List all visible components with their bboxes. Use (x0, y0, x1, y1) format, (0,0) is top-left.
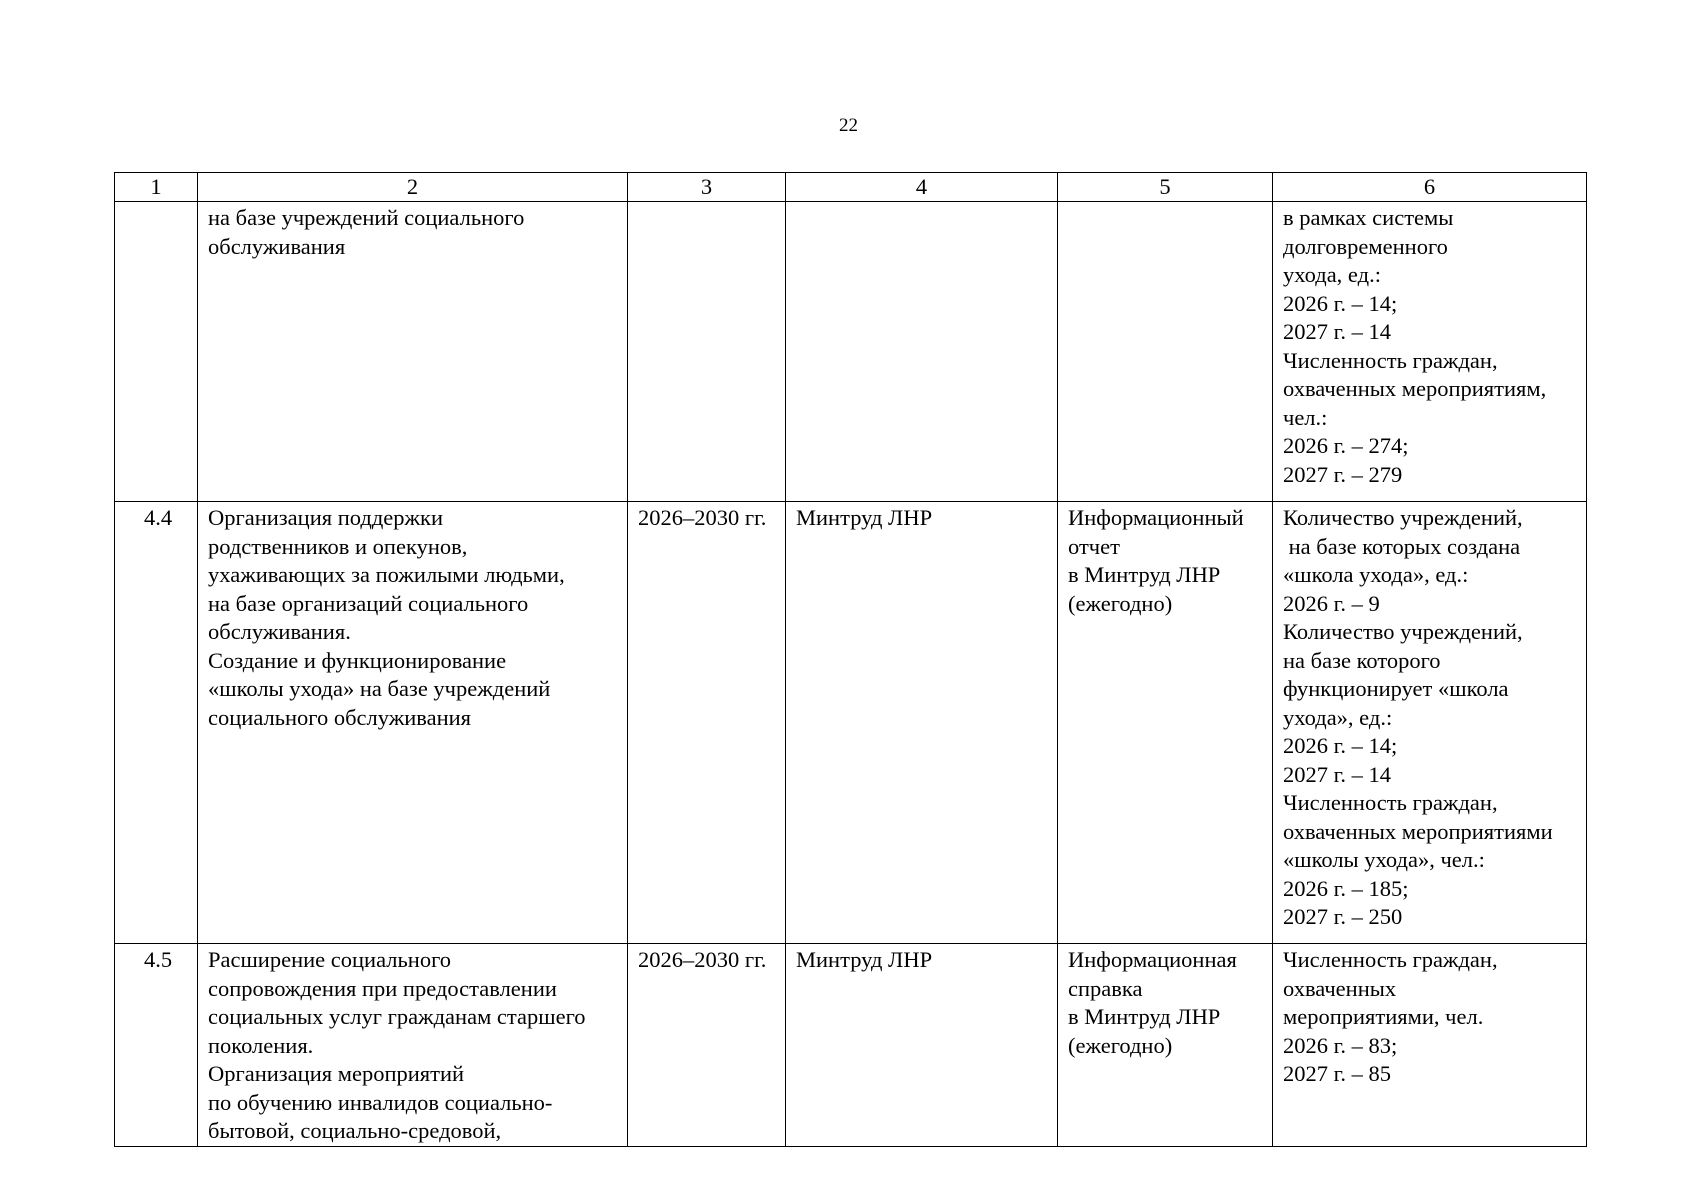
report-cell (1058, 502, 1273, 944)
indicator-line: 2027 г. – 85 (1283, 1061, 1391, 1086)
activity-cell (198, 202, 628, 502)
header-row (115, 173, 1587, 202)
activity-line: Организация мероприятий (208, 1061, 465, 1086)
row-number (115, 202, 198, 502)
table-row (115, 502, 1587, 944)
indicator-line: 2026 г. – 14; (1283, 733, 1398, 758)
activity-cell (198, 502, 628, 944)
indicator-line: Численность граждан, (1283, 347, 1498, 373)
activity-line: сопровождения при предоставлении (208, 975, 557, 1001)
indicator-line: 2027 г. – 14 (1283, 319, 1391, 344)
indicator-line: 2026 г. – 185; (1283, 875, 1409, 901)
indicator-line: на базе которого (1283, 647, 1441, 673)
header-col-3: 3 (628, 173, 786, 202)
indicator-line: долговременного (1283, 233, 1448, 259)
header-col-5: 5 (1058, 173, 1273, 202)
header-col-2: 2 (198, 173, 628, 202)
indicator-line: 2026 г. – 83; (1283, 1032, 1398, 1058)
activity-line: обслуживания (208, 233, 346, 259)
report-cell (1058, 202, 1273, 502)
activity-line: поколения. (208, 1032, 314, 1058)
indicator-line: чел.: (1283, 404, 1328, 430)
indicator-line: в рамках системы (1283, 205, 1454, 230)
row-number: 4.5 (115, 944, 198, 1147)
activity-line: обслуживания. (208, 619, 351, 644)
indicator-line: функционирует «школа (1283, 676, 1509, 701)
header-col-4: 4 (786, 173, 1058, 202)
executor-cell: Минтруд ЛНР (786, 502, 1058, 944)
indicator-line: охваченных мероприятиями (1283, 818, 1553, 844)
indicator-line: Численность граждан, (1283, 790, 1498, 815)
indicator-line: мероприятиями, чел. (1283, 1004, 1484, 1029)
activity-line: на базе организаций социального (208, 590, 529, 616)
activity-line: Организация поддержки (208, 505, 444, 530)
indicator-line: на базе которых создана (1283, 533, 1521, 559)
activity-line: «школы ухода» на базе учреждений (208, 676, 551, 701)
indicator-line: охваченных (1283, 975, 1397, 1001)
period-cell: 2026–2030 гг. (628, 502, 786, 944)
report-line: отчет (1068, 533, 1120, 559)
period-cell: 2026–2030 гг. (628, 944, 786, 1147)
table-row (115, 202, 1587, 502)
activity-line: родственников и опекунов, (208, 533, 468, 559)
activity-line: по обучению инвалидов социально- (208, 1089, 553, 1115)
activity-line: на базе учреждений социального (208, 205, 525, 230)
report-line: в Минтруд ЛНР (1068, 1004, 1221, 1029)
report-line: Информационный (1068, 505, 1244, 530)
activity-line: ухаживающих за пожилыми людьми, (208, 562, 565, 587)
indicator-line: «школы ухода», чел.: (1283, 847, 1485, 872)
report-line: справка (1068, 975, 1143, 1001)
indicator-line: ухода», ед.: (1283, 704, 1393, 730)
activity-line: социальных услуг гражданам старшего (208, 1004, 586, 1029)
indicators-cell (1273, 502, 1587, 944)
indicator-line: 2027 г. – 14 (1283, 761, 1391, 787)
report-line: (ежегодно) (1068, 590, 1173, 616)
report-line: в Минтруд ЛНР (1068, 562, 1221, 587)
indicator-line: ухода, ед.: (1283, 262, 1381, 287)
indicator-line: 2026 г. – 14; (1283, 290, 1398, 316)
period-cell (628, 202, 786, 502)
report-line: (ежегодно) (1068, 1032, 1173, 1058)
row-number: 4.4 (115, 502, 198, 944)
indicator-line: «школа ухода», ед.: (1283, 562, 1469, 587)
indicator-line: Количество учреждений, (1283, 619, 1523, 644)
activity-cell (198, 944, 628, 1147)
indicator-line: 2027 г. – 279 (1283, 461, 1403, 487)
indicator-line: 2026 г. – 9 (1283, 590, 1380, 616)
report-cell (1058, 944, 1273, 1147)
activity-line: социального обслуживания (208, 704, 472, 730)
report-line: Информационная (1068, 947, 1237, 972)
table-row (115, 944, 1587, 1147)
activity-line: Создание и функционирование (208, 647, 507, 673)
indicator-line: Количество учреждений, (1283, 505, 1523, 530)
indicator-line: 2027 г. – 250 (1283, 904, 1403, 929)
measures-table (114, 172, 1587, 1147)
executor-cell: Минтруд ЛНР (786, 944, 1058, 1147)
header-col-1: 1 (115, 173, 198, 202)
indicator-line: Численность граждан, (1283, 947, 1498, 972)
indicator-line: 2026 г. – 274; (1283, 433, 1409, 458)
activity-line: Расширение социального (208, 947, 451, 972)
header-col-6: 6 (1273, 173, 1587, 202)
indicators-cell (1273, 202, 1587, 502)
executor-cell (786, 202, 1058, 502)
indicators-cell (1273, 944, 1587, 1147)
activity-line: бытовой, социально-средовой, (208, 1118, 502, 1143)
indicator-line: охваченных мероприятиям, (1283, 376, 1547, 401)
page-number: 22 (839, 115, 858, 136)
